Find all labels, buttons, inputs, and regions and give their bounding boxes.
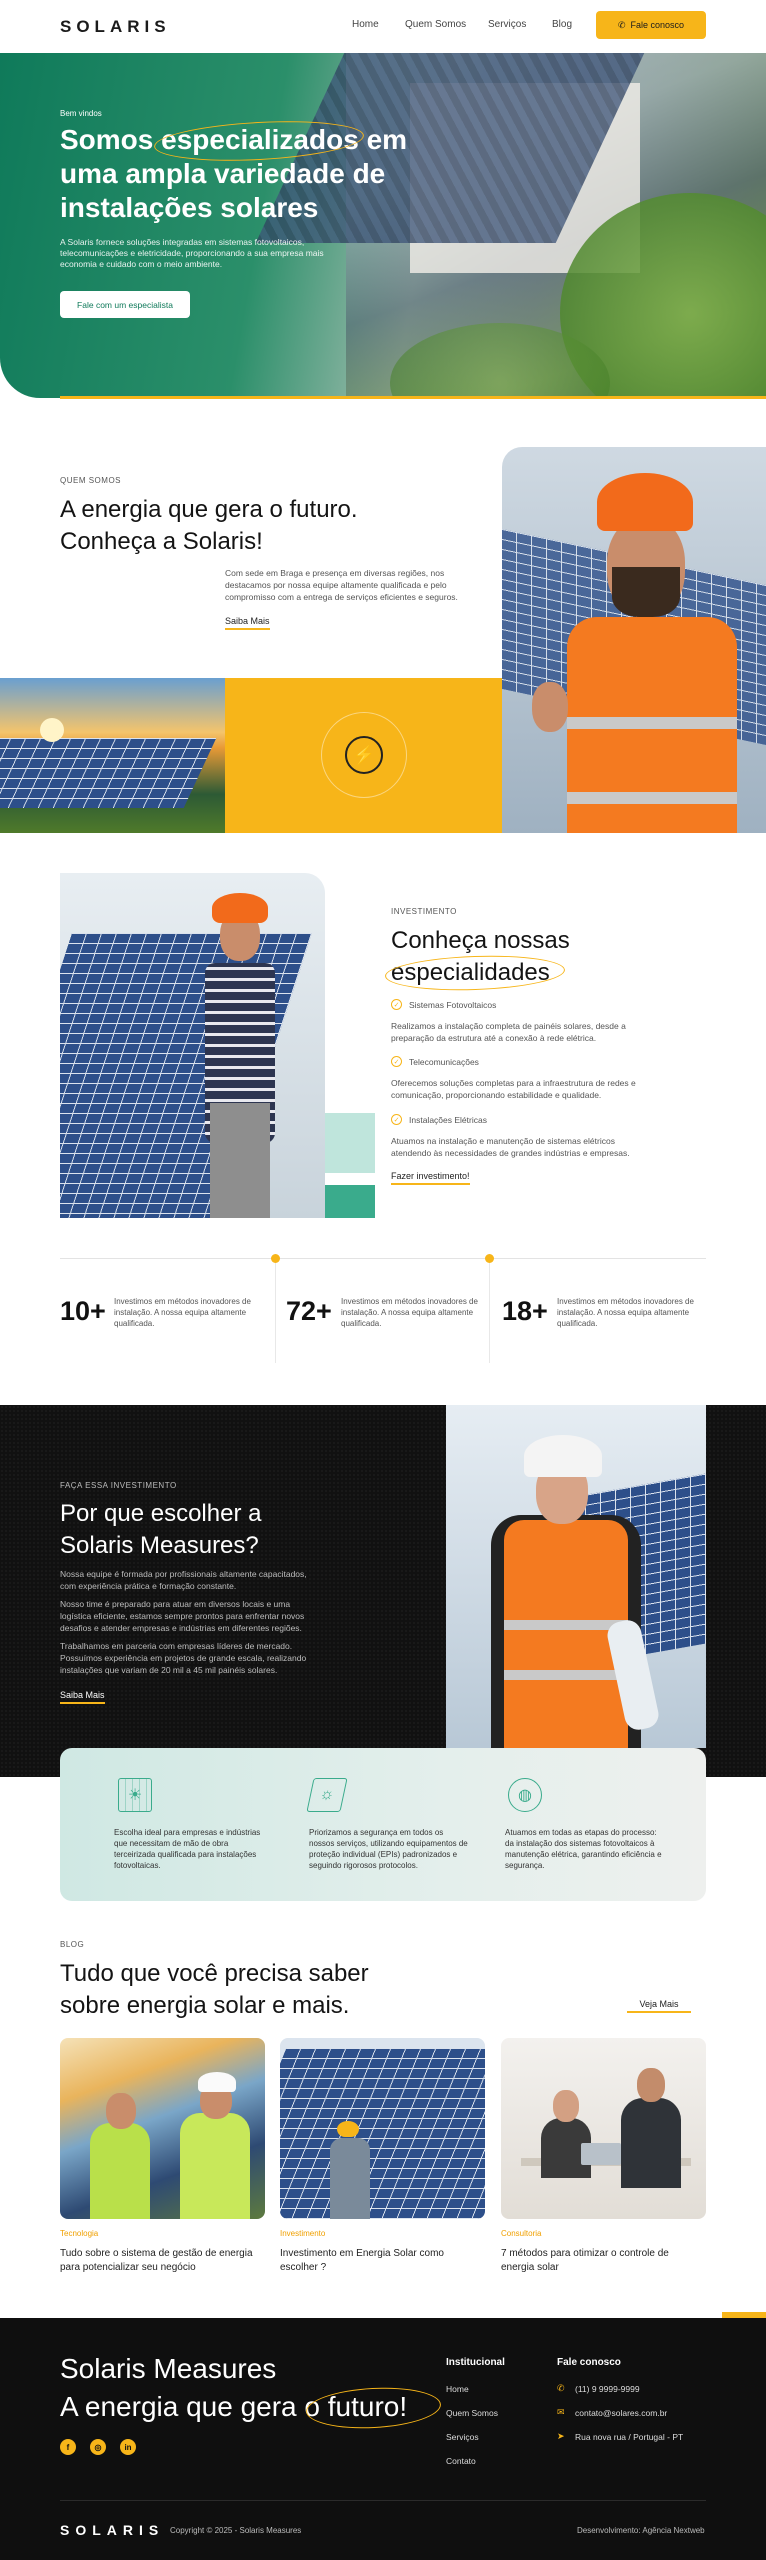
blog-card-title-2[interactable]: Investimento em Energia Solar como escolher ? [280, 2248, 444, 2273]
features-card [60, 1748, 706, 1901]
stats-divider [60, 1258, 706, 1259]
solar-panel-sun-icon: ☼ [306, 1778, 347, 1812]
phone-icon: ✆ [557, 2383, 565, 2393]
agency-credit[interactable]: Desenvolvimento: Agência Nextweb [577, 2526, 705, 2535]
blog-card-title-1[interactable]: Tudo sobre o sistema de gestão de energia para potencializar seu negócio [60, 2248, 253, 2273]
stats-separator [489, 1263, 490, 1363]
stat-text-2: Investimos em métodos inovadores de instalação. A nossa equipa altamente qualificada. [341, 1297, 478, 1328]
decor-block-light [325, 1113, 375, 1173]
logo[interactable]: SOLARIS [60, 17, 171, 36]
check-icon: ✓ [391, 1114, 402, 1125]
hero-accent-line [60, 396, 766, 399]
blog-label: BLOG [60, 1940, 85, 1949]
see-more-link[interactable]: Veja Mais [627, 1999, 691, 2013]
email-icon: ✉ [557, 2407, 565, 2417]
specialties-title: Conheça nossas especialidades [391, 927, 570, 986]
about-label: QUEM SOMOS [60, 476, 122, 485]
engineer-tablet-photo [60, 873, 325, 1218]
footer-phone[interactable]: (11) 9 9999-9999 [575, 2384, 640, 2394]
why-paragraph-3: Trabalhamos em parceria com empresas líderes de mercado. Possuímos experiência em projetos de grande escala, realizando instalações que variam de 20 mil a 45 mil painéis solares. [60, 1641, 307, 1675]
why-title: Por que escolher a Solaris Measures? [60, 1500, 262, 1559]
blog-card-image-1[interactable] [60, 2038, 265, 2219]
feature-text-1: Escolha ideal para empresas e indústrias que necessitam de mão de obra terceirizada qualificada para instalações fotovoltaicas. [114, 1828, 261, 1870]
specialty-text-1: Realizamos a instalação completa de painéis solares, desde a preparação da estrutura até a conexão à rede elétrica. [391, 1021, 626, 1043]
contact-heading: Fale conosco [557, 2357, 621, 2368]
linkedin-icon[interactable]: in [120, 2439, 136, 2455]
why-label: FAÇA ESSA INVESTIMENTO [60, 1481, 177, 1490]
stats-dot [485, 1254, 494, 1263]
specialties-label: INVESTIMENTO [391, 907, 457, 916]
hero-title: Somos especializados em uma ampla variedade de instalações solares [60, 124, 408, 223]
about-text: Com sede em Braga e presença em diversas regiões, nos destacamos por nossa equipe altamente qualificada e pelo compromisso com a entrega de serviços eficientes e seguros. [225, 568, 458, 602]
facebook-icon[interactable]: f [60, 2439, 76, 2455]
stat-value-3: 18+ [502, 1296, 548, 1326]
specialist-button[interactable]: Fale com um especialista [60, 291, 190, 318]
about-link[interactable]: Saiba Mais [225, 616, 270, 630]
hero [0, 53, 766, 398]
copyright: Copyright © 2025 - Solaris Measures [170, 2526, 302, 2535]
solar-panel-icon: ☀ [118, 1778, 152, 1812]
footer-accent-bar [722, 2312, 766, 2318]
stat-value-2: 72+ [286, 1296, 332, 1326]
specialty-title-3: Instalações Elétricas [409, 1115, 487, 1125]
feature-text-3: Atuamos em todas as etapas do processo: da instalação dos sistemas fotovoltaicos à manutenção elétrica, garantindo eficiência e segurança. [505, 1828, 662, 1870]
check-icon: ✓ [391, 999, 402, 1010]
blog-card-image-2[interactable] [280, 2038, 485, 2219]
why-link[interactable]: Saiba Mais [60, 1690, 105, 1704]
header [0, 0, 766, 53]
blog-card-image-3[interactable] [501, 2038, 706, 2219]
footer-link-home[interactable]: Home [446, 2384, 469, 2394]
whatsapp-icon: ✆ [617, 19, 626, 30]
footer-title: Solaris Measures A energia que gera o futuro! [60, 2353, 408, 2422]
feature-text-2: Priorizamos a segurança em todos os nossos serviços, utilizando equipamentos de proteção individual (EPIs) padronizados e seguindo rigorosos protocolos. [309, 1828, 468, 1870]
energy-yellow-block [225, 678, 502, 833]
blog-card-category-2: Investimento [280, 2229, 326, 2238]
contact-button[interactable]: ✆ Fale conosco [596, 11, 706, 39]
investment-link[interactable]: Fazer investimento! [391, 1171, 470, 1185]
footer-link-servicos[interactable]: Serviços [446, 2432, 479, 2442]
footer-address: Rua nova rua / Portugal - PT [575, 2432, 684, 2442]
why-paragraph-1: Nossa equipe é formada por profissionais altamente capacitados, com experiência prática e formação constante. [60, 1569, 307, 1591]
why-paragraph-2: Nosso time é preparado para atuar em diversos locais e uma logística eficiente, estamos sempre prontos para enfrentar novos desafios e atender empresas e indústrias em diferentes regiões. [60, 1599, 305, 1633]
hero-description: A Solaris fornece soluções integradas em sistemas fotovoltaicos, telecomunicações e eletricidade, proporcionando a sua empresa mais economia e cuidado com o meio ambiente. [60, 237, 324, 269]
blog-card-title-3[interactable]: 7 métodos para otimizar o controle de energia solar [501, 2248, 669, 2273]
blog-card-category-1: Tecnologia [60, 2229, 99, 2238]
nav-quem-somos[interactable]: Quem Somos [405, 19, 467, 30]
instagram-icon[interactable]: ◎ [90, 2439, 106, 2455]
footer-divider [60, 2500, 706, 2501]
footer-link-contato[interactable]: Contato [446, 2456, 476, 2466]
specialty-text-2: Oferecemos soluções completas para a infraestrutura de redes e comunicação, proporcionando estabilidade e qualidade. [391, 1078, 636, 1100]
hero-eyebrow: Bem vindos [60, 109, 102, 118]
stats-dot [271, 1254, 280, 1263]
sunset-panels-photo [0, 678, 225, 833]
specialty-title-1: Sistemas Fotovoltaicos [409, 1000, 497, 1010]
engineer-phone-photo [502, 447, 766, 833]
specialty-title-2: Telecomunicações [409, 1057, 479, 1067]
footer-logo[interactable]: SOLARIS [60, 2522, 165, 2538]
nav-blog[interactable]: Blog [552, 19, 573, 30]
location-icon: ➤ [557, 2431, 565, 2441]
blog-title: Tudo que você precisa saber sobre energia solar e mais. [60, 1960, 369, 2019]
globe-icon: ◍ [508, 1778, 542, 1812]
decor-block-green [325, 1185, 375, 1218]
nav-servicos[interactable]: Serviços [488, 19, 527, 30]
stat-value-1: 10+ [60, 1296, 106, 1326]
institutional-heading: Institucional [446, 2357, 505, 2368]
nav-home[interactable]: Home [352, 19, 379, 30]
stats-separator [275, 1263, 276, 1363]
blog-card-category-3: Consultoria [501, 2229, 542, 2238]
energy-plug-icon: ⚡ [345, 736, 383, 774]
senior-engineer-photo [446, 1405, 706, 1748]
footer-link-quem-somos[interactable]: Quem Somos [446, 2408, 498, 2418]
stat-text-1: Investimos em métodos inovadores de instalação. A nossa equipa altamente qualificada. [114, 1297, 251, 1328]
footer-email[interactable]: contato@solares.com.br [575, 2408, 668, 2418]
stat-text-3: Investimos em métodos inovadores de instalação. A nossa equipa altamente qualificada. [557, 1297, 694, 1328]
check-icon: ✓ [391, 1056, 402, 1067]
about-title: A energia que gera o futuro. Conheça a Solaris! [60, 496, 358, 555]
specialty-text-3: Atuamos na instalação e manutenção de sistemas elétricos atendendo às necessidades de grandes indústrias e empresas. [391, 1136, 630, 1158]
